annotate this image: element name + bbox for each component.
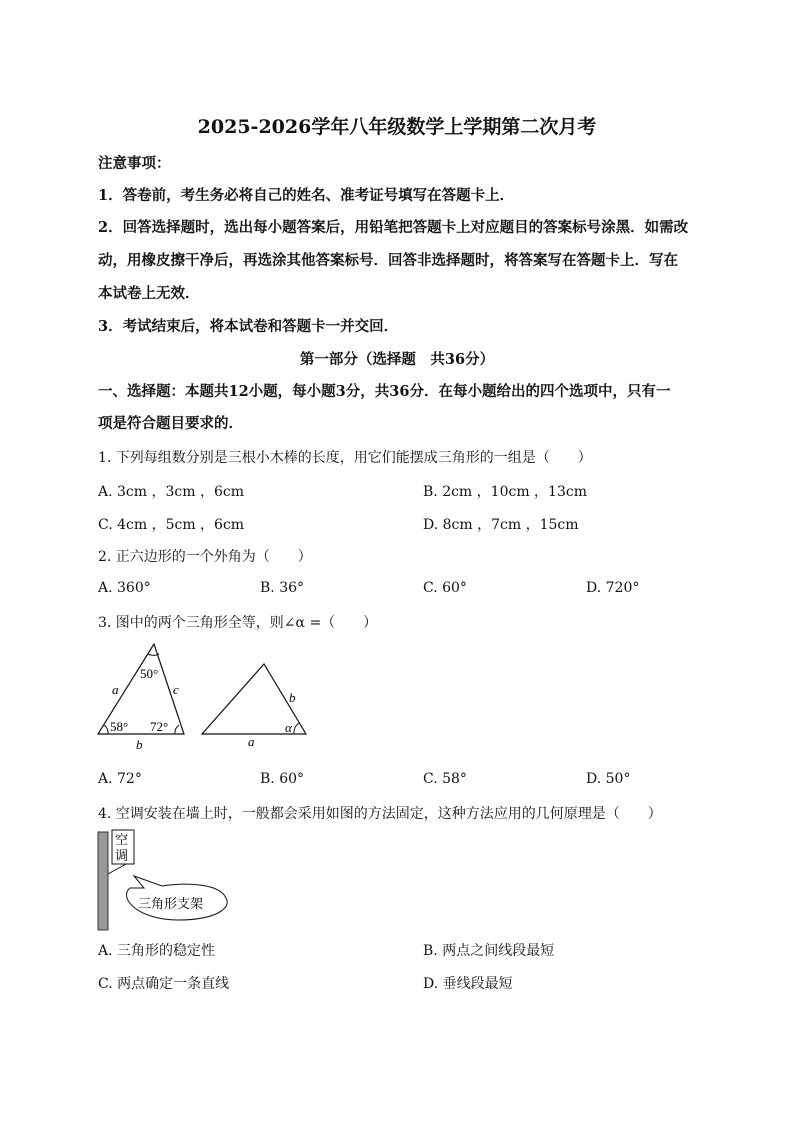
triangle-1-right-angle-label: 72°	[150, 719, 169, 734]
triangle-2-side-a: a	[248, 734, 255, 749]
triangle-2-alpha-label: α	[285, 720, 292, 735]
triangle-1-left-angle-arc	[104, 725, 108, 734]
question-2-option-c: C. 60°	[423, 580, 467, 596]
triangle-1-side-a: a	[112, 682, 119, 697]
question-3-option-b: B. 60°	[260, 771, 305, 787]
question-1-option-a: A. 3cm ，3cm ，6cm	[98, 484, 244, 500]
question-1-option-c: C. 4cm ，5cm ，6cm	[98, 517, 245, 533]
notice-item-2-line-1: 2．回答选择题时，选出每小题答案后，用铅笔把答题卡上对应题目的答案标号涂黑．如需改	[98, 219, 689, 236]
question-3-option-d: D. 50°	[586, 771, 631, 787]
question-3-stem: 3. 图中的两个三角形全等，则∠α =（ ）	[98, 615, 378, 631]
air-conditioner-char-1: 空	[115, 832, 129, 847]
question-3-option-a: A. 72°	[98, 771, 142, 787]
question-4-option-a: A. 三角形的稳定性	[98, 943, 216, 959]
notice-item-2-line-2: 动，用橡皮擦干净后，再选涂其他答案标号．回答非选择题时，将答案写在答题卡上．写在	[98, 252, 678, 269]
congruent-triangles-figure	[90, 638, 320, 756]
question-2-option-a: A. 360°	[98, 580, 151, 596]
triangle-1-right-angle-arc	[175, 725, 179, 734]
question-1-option-d: D. 8cm ，7cm ，15cm	[423, 517, 579, 533]
question-4-stem: 4. 空调安装在墙上时，一般都会采用如图的方法固定，这种方法应用的几何原理是（ ）	[98, 806, 662, 822]
question-1-stem: 1. 下列每组数分别是三根小木棒的长度，用它们能摆成三角形的一组是（ ）	[98, 450, 592, 466]
question-4-option-d: D. 垂线段最短	[423, 976, 513, 992]
triangle-1-side-b: b	[136, 737, 143, 752]
section-instructions-line-1: 一、选择题：本题共12小题，每小题3分，共36分．在每小题给出的四个选项中，只有一	[98, 383, 671, 400]
question-3-option-c: C. 58°	[423, 771, 467, 787]
question-1-option-b: B. 2cm ，10cm ，13cm	[423, 484, 587, 500]
air-conditioner-char-2: 调	[115, 848, 129, 863]
air-conditioner-bracket-figure	[94, 828, 234, 932]
part1-heading: 第一部分（选择题 共36分）	[299, 351, 495, 368]
page-title: 2025-2026学年八年级数学上学期第二次月考	[197, 116, 597, 138]
triangle-1-top-angle-label: 50°	[140, 666, 159, 681]
notice-heading: 注意事项：	[98, 155, 171, 172]
question-4-option-b: B. 两点之间线段最短	[423, 943, 555, 959]
question-4-option-c: C. 两点确定一条直线	[98, 976, 230, 992]
section-instructions-line-2: 项是符合题目要求的．	[98, 415, 243, 432]
question-2-stem: 2. 正六边形的一个外角为（ ）	[98, 549, 312, 565]
triangle-1-left-angle-label: 58°	[110, 719, 129, 734]
notice-item-1: 1．答卷前，考生务必将自己的姓名、准考证号填写在答题卡上．	[98, 187, 515, 204]
bracket-diagonal	[108, 864, 126, 874]
bracket-label: 三角形支架	[138, 896, 204, 911]
question-2-option-d: D. 720°	[586, 580, 640, 596]
triangle-1-top-angle-arc	[148, 654, 159, 655]
wall	[98, 832, 108, 930]
notice-item-2-line-3: 本试卷上无效．	[98, 285, 200, 302]
question-2-option-b: B. 36°	[260, 580, 305, 596]
notice-item-3: 3．考试结束后，将本试卷和答题卡一并交回．	[98, 318, 399, 335]
triangle-2-alpha-arc	[294, 723, 299, 734]
triangle-1-side-c: c	[173, 682, 179, 697]
triangle-2-side-b: b	[289, 690, 296, 705]
